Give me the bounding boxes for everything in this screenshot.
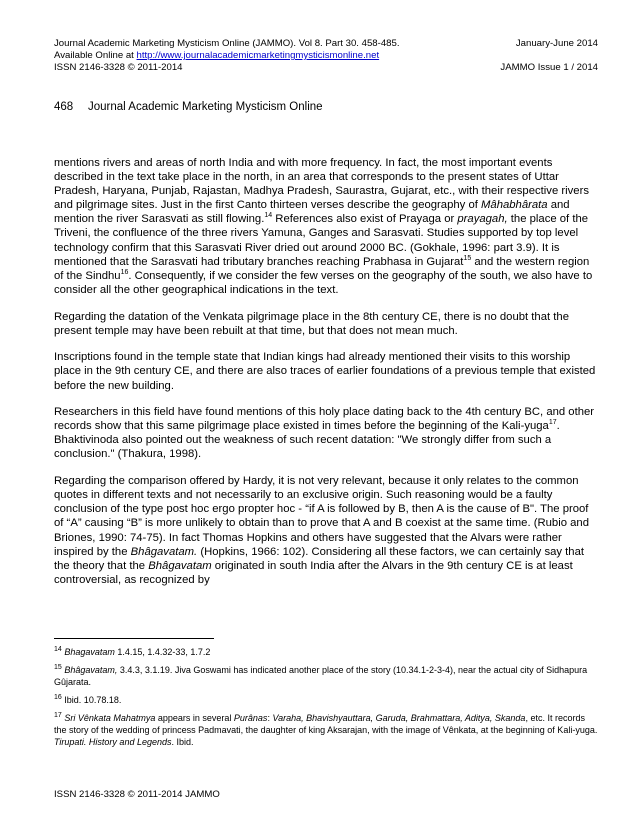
footnote-17 xyxy=(54,712,598,748)
italic-term: Sri Vênkata Mahatmya xyxy=(64,713,156,723)
text-run: the place of the Triveni, the confluence of the three rivers Yamuna, Ganges and Sarasvati. Studies supported by top level technology confirm that this Sarasvati River dried out around 2000 BC. (Gokhale, 1996: part 3.9). It is mentioned that the Sarasvati had tributary branches reaching Prabhasa in Gujarat xyxy=(54,213,589,268)
footnote-ref-15[interactable]: 15 xyxy=(463,254,472,262)
text-run: . Bhaktivinoda also pointed out the weakness of such recent datation: "We strongly differ from such a conclusion." (Thakura, 1998). xyxy=(54,420,560,461)
page-number: 468 xyxy=(54,101,74,113)
page-header xyxy=(54,38,598,74)
footnotes xyxy=(54,646,598,754)
italic-term: prayagah, xyxy=(457,213,508,226)
running-title: Journal Academic Marketing Mysticism Online xyxy=(88,101,323,113)
paragraph-2: Regarding the datation of the Venkata pilgrimage place in the 8th century CE, there is no doubt that the present temple may have been rebuilt at that time, but that does not mean much. xyxy=(54,310,569,337)
text-run: 1.4.15, 1.4.32-33, 1.7.2 xyxy=(114,647,211,657)
page-footer: ISSN 2146-3328 © 2011-2014 JAMMO xyxy=(54,789,220,800)
header-row-3 xyxy=(54,62,598,74)
footnote-number: 15 xyxy=(54,664,62,671)
text-run: : xyxy=(267,713,273,723)
italic-term: Bhagavatam xyxy=(64,647,115,657)
footnote-number: 14 xyxy=(54,646,62,653)
footnote-number: 16 xyxy=(54,694,62,701)
italic-term: Bhâgavatam xyxy=(148,559,212,572)
paragraph-3: Inscriptions found in the temple state that Indian kings had already mentioned their visits to this worship place in the 9th century CE, and there are also traces of earlier foundations of a previous temple that existed before the new building. xyxy=(54,351,596,392)
footnote-15 xyxy=(54,664,598,688)
italic-term: Varaha, Bhavishyauttara, Garuda, Brahmattara, Aditya, Skanda xyxy=(272,713,526,723)
journal-citation: Journal Academic Marketing Mysticism Online (JAMMO). Vol 8. Part 30. 458-485. xyxy=(54,38,400,49)
header-row-1 xyxy=(54,38,598,50)
text-run: and mention the river Sarasvati as still flowing. xyxy=(54,199,570,226)
footnote-number: 17 xyxy=(54,712,62,719)
text-run: . Ibid. xyxy=(171,737,194,747)
running-head xyxy=(54,101,323,113)
footnote-divider xyxy=(54,638,214,639)
footnote-ref-14[interactable]: 14 xyxy=(264,212,273,220)
text-run: and the western region of the Sindhu xyxy=(54,255,590,282)
text-run: References also exist of Prayaga or xyxy=(272,213,458,226)
text-run: (Hopkins, 1966: 102). Considering all these factors, we can certainly say that the theory that the xyxy=(54,545,585,572)
text-run: mentions rivers and areas of north India and with more frequency. In fact, the most important events described in the text take place in the north, in an area that corresponds to the present states of Uttar Pradesh, Haryana, Punjab, Rajastan, Madhya Pradesh, Saurastra, Gujarat, etc., with their respective rivers and pilgrimage sites. Just in the first Canto thirteen verses describe the geography of xyxy=(54,157,589,212)
paragraph-4 xyxy=(54,405,598,461)
text-run: Regarding the comparison offered by Hardy, it is not very relevant, because it only relates to the common quotes in different texts and not necessarily to an exclusive origin. Such reasoning would be a faulty conclusion of the type post hoc ergo propter hoc - “if A is followed by B, then A is the cause of B". The proof of “A” causing “B” is more unlikely to obtain than to prove that A and B coexist at the same time. (Rubio and Briones, 1990: 74-75). In fact Thomas Hopkins and others have suggested that the Alvars were rather inspired by the xyxy=(54,475,589,558)
footnote-ref-17[interactable]: 17 xyxy=(548,419,557,427)
header-issn: ISSN 2146-3328 © 2011-2014 xyxy=(54,62,183,73)
article-body xyxy=(54,156,598,600)
italic-term: Bhâgavatam. xyxy=(130,545,198,558)
issue-date: January-June 2014 xyxy=(515,38,598,49)
header-issue: JAMMO Issue 1 / 2014 xyxy=(500,62,598,73)
available-prefix: Available Online at xyxy=(54,50,137,61)
paragraph-1 xyxy=(54,156,598,297)
text-run: . Consequently, if we consider the few verses on the geography of the south, we also have to consider all the other geographical indications in the text. xyxy=(54,269,593,296)
text-run: , etc. It records the story of the wedding of princess Padmavati, the daughter of king Aksarajan, with the image of Vênkata, at the beginning of Kali-yuga. xyxy=(54,713,598,735)
italic-term: Mâhabhârata xyxy=(481,199,548,212)
text-run: Researchers in this field have found mentions of this holy place dating back to the 4th century BC, and other records show that this same pilgrimage place existed in times before the beginning of the Kali-yuga xyxy=(54,406,595,433)
footnote-14 xyxy=(54,646,598,658)
paragraph-5 xyxy=(54,474,598,587)
availability-line xyxy=(54,50,379,62)
footnote-16 xyxy=(54,694,598,706)
italic-term: Bhâgavatam, xyxy=(64,665,118,675)
text-run: appears in several xyxy=(155,713,234,723)
text-run: originated in south India after the Alvars in the 9th century CE is at least controversial, as recognized by xyxy=(54,559,573,586)
italic-term: Tirupati. History and Legends xyxy=(54,737,172,747)
footnote-ref-16[interactable]: 16 xyxy=(120,268,129,276)
journal-url-link[interactable]: http://www.journalacademicmarketingmysticismonline.net xyxy=(136,50,380,61)
text-run: Ibid. 10.78.18. xyxy=(61,695,122,705)
italic-term: Purânas xyxy=(233,713,268,723)
text-run: 3.4.3, 3.1.19. Jiva Goswami has indicated another place of the story (10.34.1-2-3-4), near the actual city of Sidhapura Gûjarata. xyxy=(54,665,588,687)
header-row-2 xyxy=(54,50,598,62)
